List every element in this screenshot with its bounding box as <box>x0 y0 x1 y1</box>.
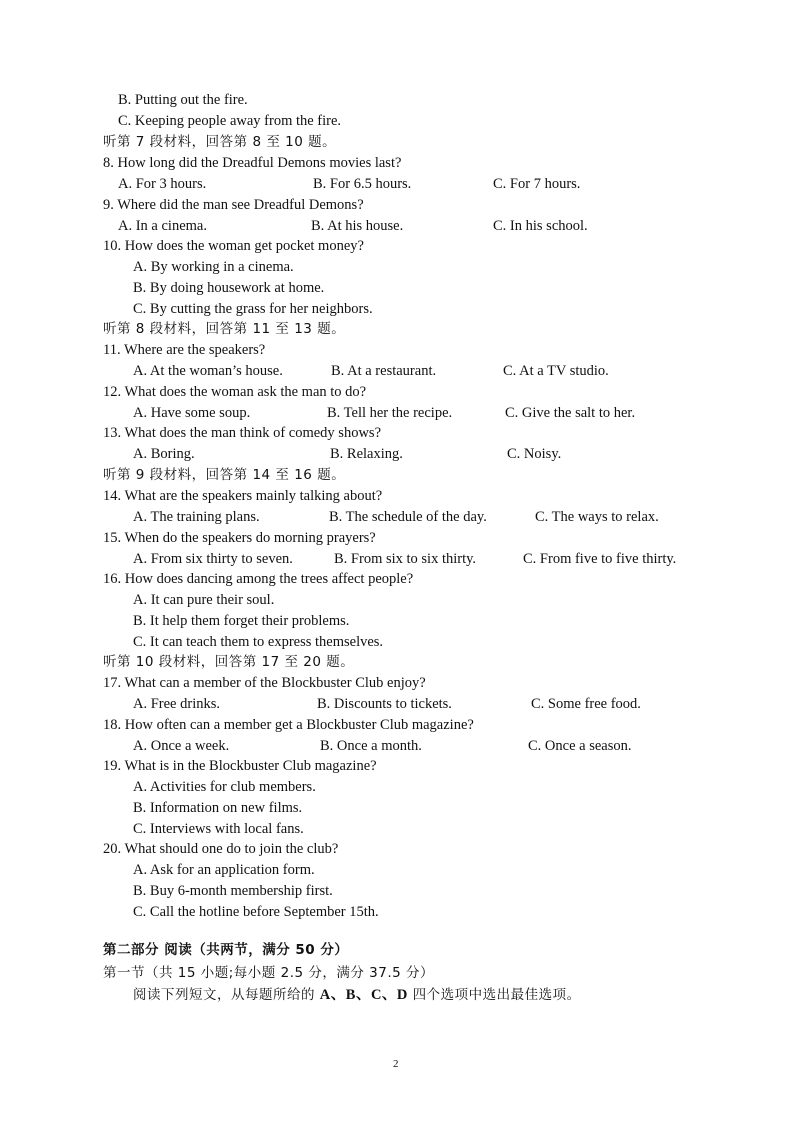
q10-option-b: B. By doing housework at home. <box>133 280 325 296</box>
q18-option-c: C. Once a season. <box>528 738 632 754</box>
q17-option-a: A. Free drinks. <box>133 696 220 712</box>
q8-option-b: B. For 6.5 hours. <box>313 176 412 192</box>
q20-stem: 20. What should one do to join the club? <box>103 841 339 857</box>
section-header-8: 听第 8 段材料，回答第 11 至 13 题。 <box>103 321 346 337</box>
q16-stem: 16. How does dancing among the trees affect people? <box>103 571 414 587</box>
q19-stem: 19. What is in the Blockbuster Club magazine? <box>103 758 377 774</box>
q16-option-b: B. It help them forget their problems. <box>133 613 350 629</box>
q11-stem: 11. Where are the speakers? <box>103 342 266 358</box>
q13-option-a: A. Boring. <box>133 446 195 462</box>
q9-stem: 9. Where did the man see Dreadful Demons? <box>103 197 364 213</box>
q16-option-c: C. It can teach them to express themselves. <box>133 634 384 650</box>
q7-option-b: B. Putting out the fire. <box>118 92 248 108</box>
q19-option-a: A. Activities for club members. <box>133 779 316 795</box>
q13-option-b: B. Relaxing. <box>330 446 403 462</box>
q11-option-a: A. At the woman’s house. <box>133 363 283 379</box>
q12-option-b: B. Tell her the recipe. <box>327 405 453 421</box>
q10-option-c: C. By cutting the grass for her neighbors. <box>133 301 373 317</box>
part2-subtitle: 第一节（共 15 小题;每小题 2.5 分，满分 37.5 分） <box>103 965 435 981</box>
q9-option-a: A. In a cinema. <box>118 218 207 234</box>
q8-option-a: A. For 3 hours. <box>118 176 207 192</box>
q14-stem: 14. What are the speakers mainly talking about? <box>103 488 383 504</box>
q14-option-a: A. The training plans. <box>133 509 260 525</box>
q15-stem: 15. When do the speakers do morning prayers? <box>103 530 376 546</box>
q9-option-c: C. In his school. <box>493 218 588 234</box>
q20-option-b: B. Buy 6-month membership first. <box>133 883 333 899</box>
q14-option-c: C. The ways to relax. <box>535 509 659 525</box>
q17-option-b: B. Discounts to tickets. <box>317 696 452 712</box>
q7-option-c: C. Keeping people away from the fire. <box>118 113 342 129</box>
q13-option-c: C. Noisy. <box>507 446 562 462</box>
q16-option-a: A. It can pure their soul. <box>133 592 275 608</box>
q20-option-c: C. Call the hotline before September 15th. <box>133 904 379 920</box>
q8-option-c: C. For 7 hours. <box>493 176 581 192</box>
q15-option-c: C. From five to five thirty. <box>523 551 677 567</box>
q17-option-c: C. Some free food. <box>531 696 641 712</box>
q18-option-b: B. Once a month. <box>320 738 422 754</box>
instruction-suffix: 四个选项中选出最佳选项。 <box>407 987 581 1003</box>
q20-option-a: A. Ask for an application form. <box>133 862 315 878</box>
q12-option-c: C. Give the salt to her. <box>505 405 636 421</box>
q15-option-a: A. From six thirty to seven. <box>133 551 293 567</box>
q8-stem: 8. How long did the Dreadful Demons movies last? <box>103 155 402 171</box>
section-header-10: 听第 10 段材料，回答第 17 至 20 题。 <box>103 654 355 670</box>
q11-option-b: B. At a restaurant. <box>331 363 437 379</box>
q18-stem: 18. How often can a member get a Blockbuster Club magazine? <box>103 717 474 733</box>
page-number: 2 <box>393 1058 399 1070</box>
q12-stem: 12. What does the woman ask the man to do? <box>103 384 367 400</box>
q10-stem: 10. How does the woman get pocket money? <box>103 238 364 254</box>
q19-option-b: B. Information on new films. <box>133 800 303 816</box>
part2-title: 第二部分 阅读（共两节，满分 50 分） <box>103 942 349 958</box>
q12-option-a: A. Have some soup. <box>133 405 251 421</box>
instruction-options: A、B、C、D <box>319 987 408 1003</box>
q19-option-c: C. Interviews with local fans. <box>133 821 304 837</box>
q18-option-a: A. Once a week. <box>133 738 230 754</box>
q15-option-b: B. From six to six thirty. <box>334 551 477 567</box>
section-header-7: 听第 7 段材料，回答第 8 至 10 题。 <box>103 134 337 150</box>
q13-stem: 13. What does the man think of comedy shows? <box>103 425 381 441</box>
instruction-prefix: 阅读下列短文，从每题所给的 <box>133 987 320 1003</box>
q9-option-b: B. At his house. <box>311 218 404 234</box>
q17-stem: 17. What can a member of the Blockbuster Club enjoy? <box>103 675 426 691</box>
q11-option-c: C. At a TV studio. <box>503 363 609 379</box>
q10-option-a: A. By working in a cinema. <box>133 259 294 275</box>
part2-instruction <box>133 986 581 1004</box>
q14-option-b: B. The schedule of the day. <box>329 509 487 525</box>
section-header-9: 听第 9 段材料，回答第 14 至 16 题。 <box>103 467 346 483</box>
